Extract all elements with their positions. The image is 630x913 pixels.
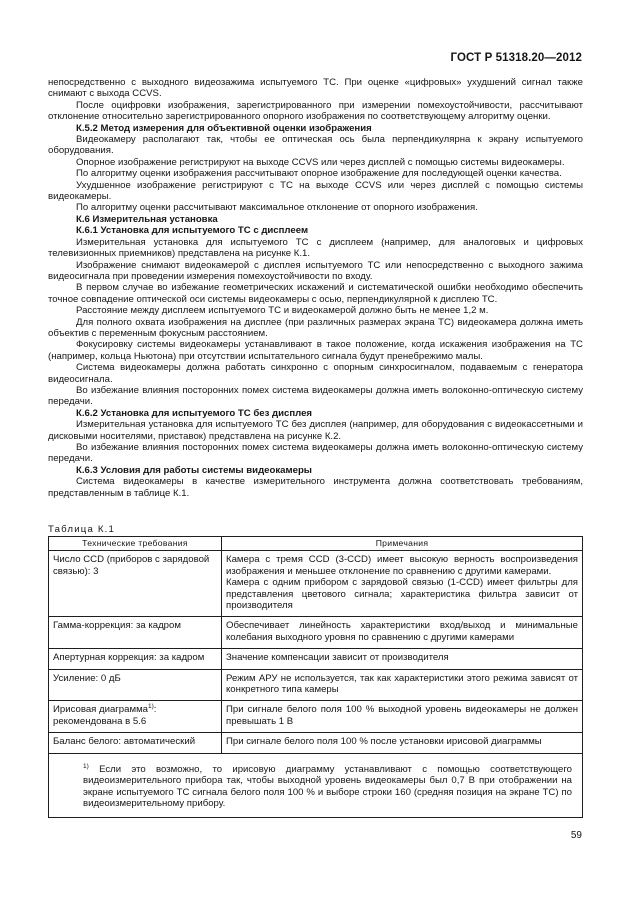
section-heading: К.6.3 Условия для работы системы видеокамеры — [76, 464, 312, 476]
paragraph: Система видеокамеры должна работать синхронно с опорным синхросигналом, подаваемым с генератора видеосигнала. — [48, 362, 583, 385]
paragraph: Измерительная установка для испытуемого ТС без дисплея (например, для оборудования с видеокассетными и дисковыми носителями, приставок) представлена на рисунке К.2. — [48, 419, 583, 442]
footnote-mark: 1) — [83, 762, 89, 770]
table-row — [49, 733, 583, 753]
note-text: Камера с тремя CCD (3-CCD) имеет высокую верность воспроизведения изображения и меньшее отклонение по сравнению с другими камерами. — [226, 554, 578, 577]
paragraph: непосредственно с выходного видеозажима испытуемого ТС. При оценке «цифровых» ухудшений сигнал также снимают с выхода CCVS. — [48, 77, 583, 100]
table-row — [49, 669, 583, 701]
column-header: Примечания — [222, 537, 583, 551]
requirement-text: Ирисовая диаграмма — [53, 704, 149, 716]
paragraph: Для полного охвата изображения на дисплее (при различных размерах экрана ТС) видеокамера должна иметь объектив с переменным фокусным расстоянием. — [48, 316, 583, 339]
footnote-ref: 1) — [148, 703, 154, 711]
table-row — [49, 701, 583, 733]
body-text — [48, 77, 583, 499]
note-cell: При сигнале белого поля 100 % после установки ирисовой диаграммы — [222, 733, 583, 753]
footnote-text: Если это возможно, то ирисовую диаграмму устанавливают с помощью соответствующего видеоизмерительного прибора так, чтобы выходной уровень видеокамеры был 0,7 В при отображении на экране испытуемого ТС сигнала белого поля 100 % и выборе строки 160 (средняя позиция на экране ТС) по видеоизмерительному прибору. — [83, 763, 572, 809]
paragraph: Фокусировку системы видеокамеры устанавливают в такое положение, когда искажения изображения на ТС (например, кольца Ньютона) при отсутствии испытательного сигнала будут пренебрежимо малы. — [48, 339, 583, 362]
section-heading: К.6.2 Установка для испытуемого ТС без дисплея — [76, 407, 313, 419]
requirement-cell: Апертурная коррекция: за кадром — [49, 649, 222, 669]
section-heading: К.5.2 Метод измерения для объективной оценки изображения — [76, 122, 372, 134]
footnote — [59, 764, 572, 810]
paragraph: Опорное изображение регистрируют на выходе CCVS или через дисплей с помощью системы видеокамеры. — [76, 156, 565, 168]
table-row — [49, 649, 583, 669]
paragraph: Ухудшенное изображение регистрируют с ТС на выходе CCVS или через дисплей с помощью системы видеокамеры. — [48, 179, 583, 203]
paragraph: Изображение снимают видеокамерой с дисплея испытуемого ТС или непосредственно с выходного зажима видеосигнала при проведении измерения помехоустойчивости по входу. — [48, 259, 583, 282]
paragraph: Измерительная установка для испытуемого ТС с дисплеем (например, для аналоговых и цифровых телевизионных приемников) представлена на рисунке К.1. — [48, 236, 583, 260]
paragraph: После оцифровки изображения, зарегистрированного при измерении помехоустойчивости, рассчитывают отклонение относительно зарегистрированного опорного изображения по соответствующему алгоритму оценки. — [48, 99, 583, 123]
requirement-cell — [49, 701, 222, 733]
requirements-table — [48, 536, 583, 818]
note-cell — [222, 551, 583, 617]
table-footnote-row — [49, 753, 583, 818]
paragraph: Во избежание влияния посторонних помех система видеокамеры должна иметь волоконно-оптическую систему передачи. — [48, 384, 583, 408]
note-cell: При сигнале белого поля 100 % выходной уровень видеокамеры не должен превышать 1 В — [222, 701, 583, 733]
paragraph: По алгоритму оценки изображения рассчитывают опорное изображение для последующей оценки качества. — [76, 168, 562, 180]
paragraph: Расстояние между дисплеем испытуемого ТС и видеокамерой должно быть не менее 1,2 м. — [76, 305, 489, 317]
table-row — [49, 551, 583, 617]
note-cell: Обеспечивает линейность характеристики вход/выход и минимальные колебания выходного уровня по сравнению с другими камерами — [222, 617, 583, 649]
paragraph: Во избежание влияния посторонних помех система видеокамеры должна иметь волоконно-оптическую систему передачи. — [48, 442, 583, 465]
note-cell: Значение компенсации зависит от производителя — [222, 649, 583, 669]
requirement-cell: Усиление: 0 дБ — [49, 669, 222, 701]
paragraph: Видеокамеру располагают так, чтобы ее оптическая ось была перпендикулярна к экрану испытуемого оборудования. — [48, 134, 583, 157]
requirement-cell: Баланс белого: автоматический — [49, 733, 222, 753]
section-heading: К.6 Измерительная установка — [76, 213, 218, 225]
note-text: Камера с одним прибором с зарядовой связью (1-CCD) имеет фильтры для представления цветового сигнала; характеристика фильтра зависит от производителя — [226, 577, 578, 612]
paragraph: В первом случае во избежание геометрических искажений и систематической ошибки необходимо обеспечить точное совпадение оптической оси системы видеокамеры с осью, перпендикулярной к дисплею ТС. — [48, 282, 583, 305]
document-header: ГОСТ Р 51318.20—2012 — [450, 52, 582, 64]
page-number: 59 — [570, 830, 582, 841]
paragraph: Система видеокамеры в качестве измерительного инструмента должна соответствовать требованиям, представленным в таблице К.1. — [48, 476, 583, 499]
requirement-cell: Число CCD (приборов с зарядовой связью): 3 — [49, 551, 222, 617]
requirement-cell: Гамма-коррекция: за кадром — [49, 617, 222, 649]
section-heading: К.6.1 Установка для испытуемого ТС с дисплеем — [76, 225, 309, 237]
table-caption: Таблица К.1 — [48, 524, 116, 535]
table-header-row — [49, 537, 583, 551]
paragraph: По алгоритму оценки рассчитывают максимальное отклонение от опорного изображения. — [76, 202, 478, 214]
note-cell: Режим АРУ не используется, так как характеристики этого режима зависят от конкретного типа камеры — [222, 669, 583, 701]
table-row — [49, 617, 583, 649]
column-header: Технические требования — [49, 537, 222, 551]
requirement-text: : рекомендована в 5.6 — [53, 704, 157, 727]
footnote-cell — [49, 753, 583, 818]
